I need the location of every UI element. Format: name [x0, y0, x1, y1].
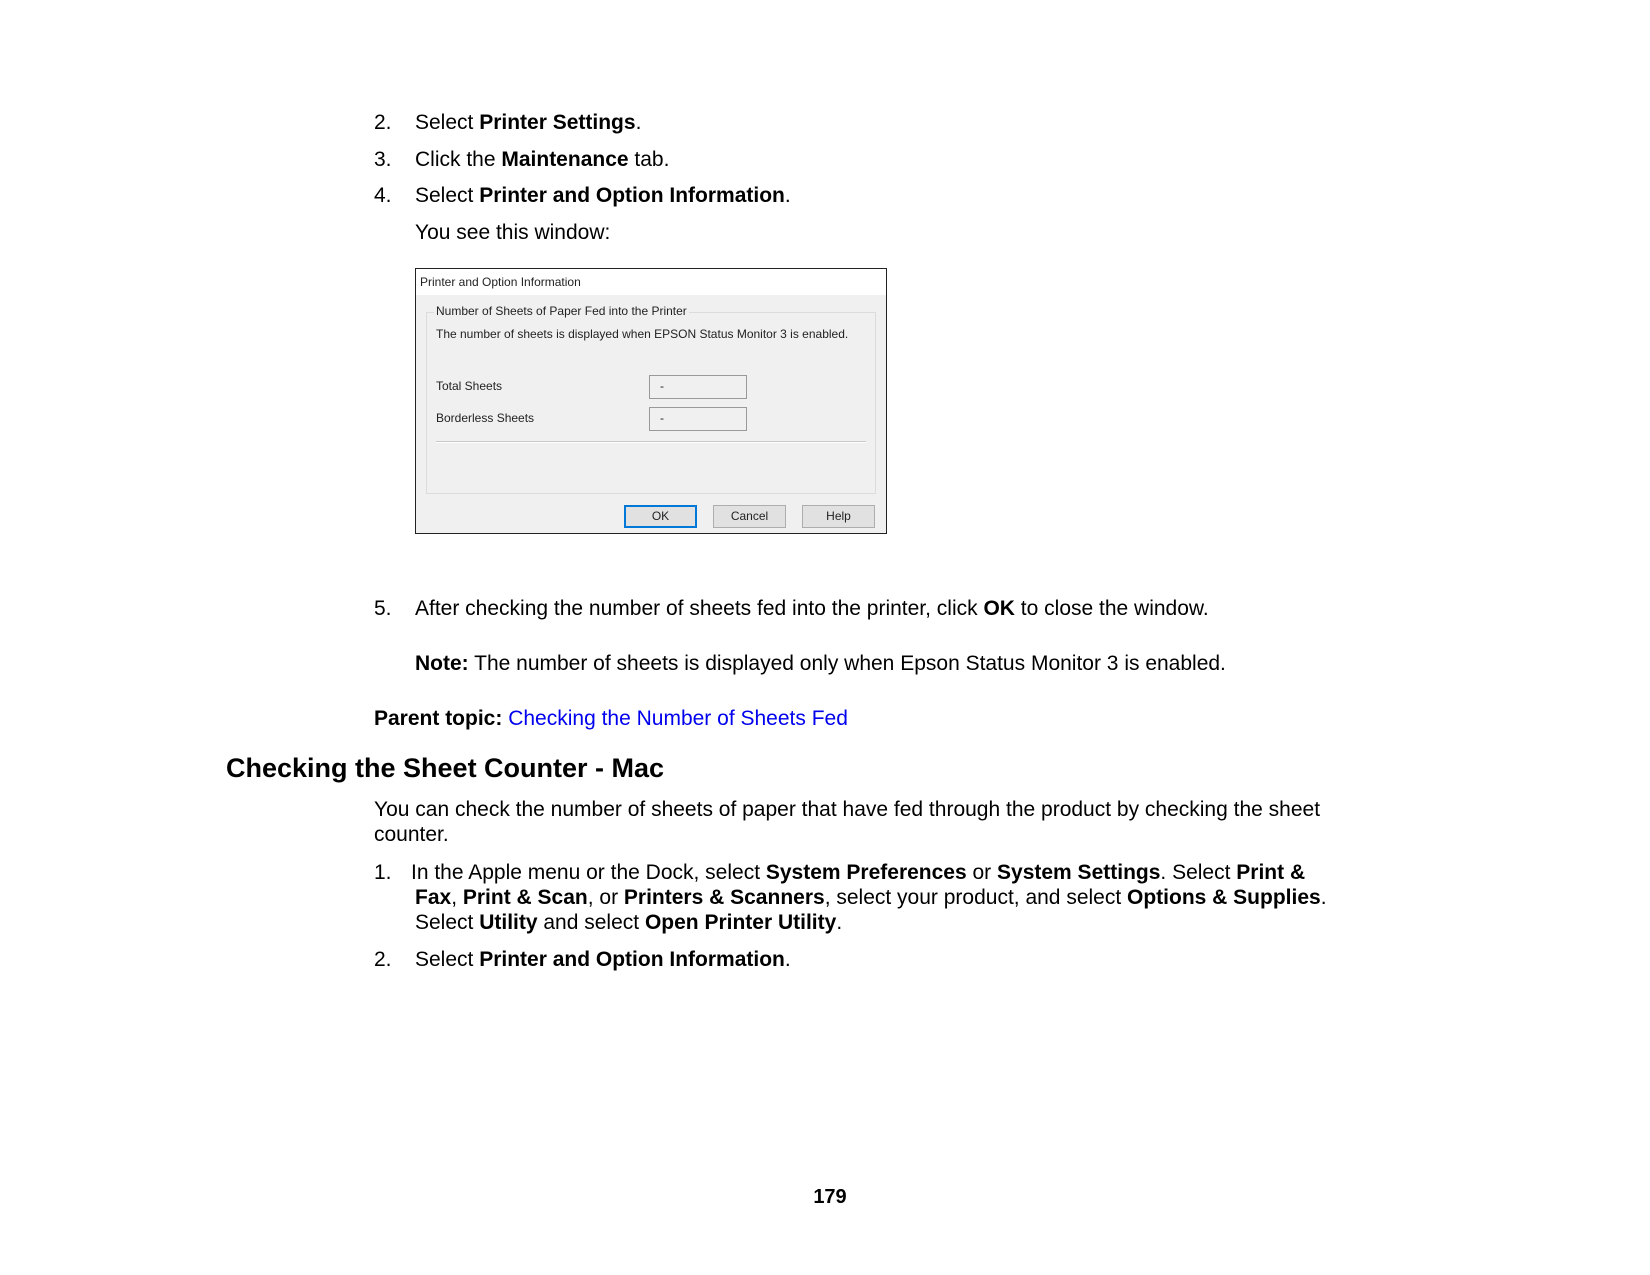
step-text-pre: Select	[415, 948, 480, 971]
help-button[interactable]: Help	[802, 505, 875, 528]
step-text-post: .	[635, 111, 642, 134]
cancel-button[interactable]: Cancel	[713, 505, 786, 528]
step-number: 4.	[374, 184, 392, 207]
t: In the Apple menu or the Dock, select	[411, 861, 766, 884]
b: Options & Supplies	[1127, 886, 1321, 909]
t: .	[1320, 886, 1327, 909]
step-number: 1.	[374, 861, 392, 884]
step-text-post: to close the window.	[1014, 597, 1209, 620]
t: ,	[451, 886, 463, 909]
intro-text-line1: You can check the number of sheets of paper that have fed through the product by checking the sheet	[374, 798, 1321, 821]
b: System Settings	[997, 861, 1161, 884]
step-text-bold: Maintenance	[501, 148, 629, 171]
b: System Preferences	[765, 861, 967, 884]
step-text-pre: Select	[415, 184, 480, 207]
parent-topic-label: Parent topic:	[374, 707, 503, 730]
step-number: 5.	[374, 597, 392, 620]
step1-line1	[411, 860, 1305, 885]
step-text	[415, 947, 791, 972]
section-heading: Checking the Sheet Counter - Mac	[226, 753, 665, 783]
total-sheets-field: -	[649, 375, 747, 399]
borderless-sheets-label: Borderless Sheets	[436, 411, 535, 425]
borderless-sheets-field: -	[649, 407, 747, 431]
step-text-pre: After checking the number of sheets fed into the printer, click	[415, 597, 984, 620]
group-label: Number of Sheets of Paper Fed into the Printer	[436, 304, 687, 318]
note	[415, 651, 1226, 676]
step-text	[415, 596, 1209, 621]
step-number: 3.	[374, 148, 392, 171]
note-text: The number of sheets is displayed only when Epson Status Monitor 3 is enabled.	[468, 652, 1226, 675]
printer-option-dialog	[415, 268, 887, 534]
step-text-bold: OK	[983, 597, 1015, 620]
parent-topic	[374, 706, 848, 731]
intro-text-line2: counter.	[374, 823, 449, 846]
b: Utility	[479, 911, 538, 934]
b: Print &	[1236, 861, 1306, 884]
t: and select	[537, 911, 645, 934]
note-label: Note:	[415, 652, 469, 675]
dialog-description: The number of sheets is displayed when EPSON Status Monitor 3 is enabled.	[436, 327, 849, 341]
parent-topic-link[interactable]: Checking the Number of Sheets Fed	[508, 707, 848, 730]
t: . Select	[1160, 861, 1237, 884]
dialog-titlebar	[416, 269, 886, 295]
step-text-pre: Select	[415, 111, 480, 134]
step-text-post: tab.	[628, 148, 670, 171]
step-text-pre: Click the	[415, 148, 502, 171]
step1-line2	[415, 885, 1327, 910]
step-number: 2.	[374, 111, 392, 134]
ok-button[interactable]: OK	[624, 505, 697, 528]
step-text-bold: Printer and Option Information	[479, 184, 785, 207]
step1-line3	[415, 910, 842, 935]
dialog-title: Printer and Option Information	[420, 275, 581, 289]
t: or	[966, 861, 998, 884]
step-text-post: .	[784, 184, 791, 207]
step-text-bold: Printer and Option Information	[479, 948, 785, 971]
step-text	[415, 110, 641, 135]
step-text	[415, 147, 669, 172]
total-sheets-label: Total Sheets	[436, 379, 503, 393]
b: Fax	[415, 886, 452, 909]
step-text	[415, 183, 791, 208]
b: Printers & Scanners	[623, 886, 825, 909]
t: , or	[587, 886, 624, 909]
t: , select your product, and select	[824, 886, 1128, 909]
step-number: 2.	[374, 948, 392, 971]
b: Open Printer Utility	[644, 911, 837, 934]
separator	[436, 441, 866, 443]
you-see-text: You see this window:	[415, 221, 611, 244]
b: Print & Scan	[462, 886, 588, 909]
step-text-bold: Printer Settings	[479, 111, 636, 134]
page-number: 179	[813, 1186, 847, 1208]
t: .	[836, 911, 843, 934]
step-text-post: .	[784, 948, 791, 971]
t: Select	[415, 911, 480, 934]
